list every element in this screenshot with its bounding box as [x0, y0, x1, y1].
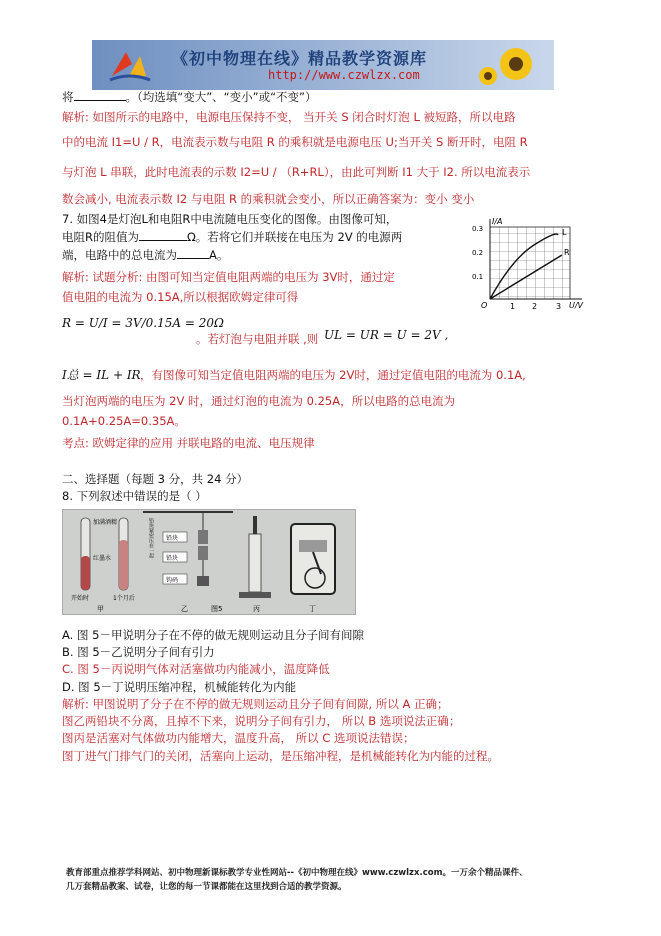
- option-d: D. 图 5－丁说明压缩冲程，机械能转化为内能: [62, 680, 297, 694]
- label-block2: 铅块: [166, 555, 179, 562]
- footer-line-2: 几万套精品教案、试卷，让您的每一节课都能在这里找到合适的教学资源。: [66, 882, 347, 892]
- section-heading: 二、选择题（每题 3 分，共 24 分）: [62, 472, 249, 486]
- answer-blank[interactable]: [74, 90, 126, 101]
- q8-figure: [62, 509, 356, 615]
- red-ink-1: [81, 556, 90, 590]
- q7-stem-line-1: 7. 如图4是灯泡L和电阻R中电流随电压变化的图像。由图像可知，: [62, 212, 398, 226]
- q8-analysis-line-4: 图丁进气门排气门的关闭，活塞向上运动，是压缩冲程，是机械能转化为内能的过程。: [62, 749, 499, 763]
- q8-analysis-line-3: 图丙是活塞对气体做功内能增大，温度升高， 所以 C 选项说法错误；: [62, 731, 415, 745]
- q7-stem-3b: A。: [209, 248, 229, 262]
- glass-cylinder: [249, 534, 261, 592]
- graph-grid: [490, 227, 570, 299]
- q7-analysis-line-3: ，有图像可知当定值电阻两端的电压为 2V时，通过定值电阻的电流为 0.1A,: [140, 368, 526, 382]
- banner-url[interactable]: http://www.czwlzx.com: [268, 68, 420, 82]
- q6-fill-line: [62, 90, 317, 104]
- x-tick-3: 3: [556, 302, 562, 311]
- header-banner: [92, 40, 554, 90]
- option-b: B. 图 5－乙说明分子间有引力: [62, 645, 215, 659]
- engine-body: [291, 524, 335, 594]
- label-side: 铅块紧密压在一起: [148, 518, 154, 558]
- answer-blank[interactable]: [177, 248, 209, 259]
- y-tick-1: 0.1: [472, 273, 484, 281]
- q7-stem-line-2: [62, 230, 402, 244]
- q6-fill-prefix: 将: [62, 90, 74, 104]
- q6-analysis-line-2: 中的电流 I1=U / R，电流表示数与电阻 R 的乘积就是电源电压 U;当开关 S 断开时，电阻 R: [62, 135, 528, 149]
- piston-handle: [253, 516, 257, 534]
- sunflower-icon: [476, 42, 546, 88]
- graph-origin: O: [481, 301, 488, 310]
- engine-piston: [299, 540, 327, 552]
- label-tube-top: 加满酒精: [93, 519, 118, 526]
- y-tick-2: 0.2: [472, 249, 484, 257]
- x-tick-2: 2: [532, 302, 538, 311]
- label-tube-mid: 红墨水: [93, 555, 112, 562]
- q6-analysis-line-4: 数会减小, 电流表示数 I2 与电阻 R 的乘积就会变小，所以正确答案为：变小 变小: [62, 192, 475, 206]
- lead-block-top: [198, 530, 208, 544]
- label-start: 开始时: [71, 595, 90, 602]
- q7-points: 考点: 欧姆定律的应用 并联电路的电流、电压规律: [62, 436, 315, 450]
- lead-block-bottom: [198, 546, 208, 560]
- red-ink-2: [119, 540, 128, 590]
- x-tick-1: 1: [510, 302, 516, 311]
- q8-figure-drawing: [63, 510, 355, 614]
- label-hook: 钩码: [166, 577, 179, 584]
- label-yi: 乙: [181, 605, 188, 613]
- option-c: C. 图 5－丙说明气体对活塞做功内能减小，温度降低: [62, 662, 330, 676]
- formula-r: R = U/I = 3V/0.15A = 20Ω: [62, 316, 224, 330]
- graph-label-r: R: [564, 248, 570, 257]
- graph-xlabel: U/V: [569, 301, 584, 310]
- answer-blank[interactable]: [139, 230, 187, 241]
- y-tick-3: 0.3: [472, 225, 484, 233]
- formula-i: I总 = IL + IR: [62, 368, 141, 382]
- label-month: 1个月后: [113, 595, 135, 602]
- formula-mid-text: 。若灯泡与电阻并联 ,则: [196, 332, 319, 346]
- option-a: A. 图 5－甲说明分子在不停的做无规则运动且分子间有间隙: [62, 628, 364, 642]
- graph-label-l: L: [562, 228, 567, 237]
- banner-title: 《初中物理在线》精品教学资源库: [172, 49, 428, 68]
- q7-stem-3a: 端，电路中的总电流为: [62, 248, 177, 262]
- q7-stem-2b: Ω。若将它们并联接在电压为 2V 的电源两: [187, 230, 403, 244]
- footer-line-1: 教育部重点推荐学科网站、初中物理新课标教学专业性网站--《初中物理在线》www.czwlzx.com。一万余个精品课件、: [66, 868, 528, 878]
- label-ding: 丁: [309, 605, 316, 613]
- q7-analysis-line-4: 当灯泡两端的电压为 2V 时，通过灯泡的电流为 0.25A，所以电路的总电流为: [62, 394, 456, 408]
- hook-weight: [197, 576, 209, 586]
- q8-stem: 8. 下列叙述中错误的是（ ）: [62, 489, 207, 503]
- label-fig: 图5: [211, 605, 223, 613]
- label-block1: 铅块: [166, 535, 179, 542]
- q6-fill-suffix: 。（均选填“变大”、“变小”或“不变”）: [125, 90, 317, 104]
- q7-analysis-line-5: 0.1A+0.25A=0.35A。: [62, 414, 186, 428]
- q7-analysis-line-2: 值电阻的电流为 0.15A,所以根据欧姆定律可得: [62, 290, 299, 304]
- graph-ylabel: I/A: [492, 217, 503, 226]
- label-jia: 甲: [97, 605, 104, 613]
- q8-analysis-line-2: 图乙两铅块不分离，且掉不下来，说明分子间有引力， 所以 B 选项说法正确；: [62, 714, 461, 728]
- cylinder-base: [239, 592, 271, 598]
- q8-analysis-line-1: 解析: 甲图说明了分子在不停的做无规则运动且分子间有间隙, 所以 A 正确；: [62, 697, 449, 711]
- q7-iu-graph: [472, 215, 590, 315]
- q6-analysis-line-3: 与灯泡 L 串联，此时电流表的示数 I2=U / （R+RL），由此可判断 I1 大于 I2. 所以电流表示: [62, 165, 531, 179]
- q6-analysis-line-1: 解析: 如图所示的电路中，电源电压保持不变， 当开关 S 闭合时灯泡 L 被短路，所以电路: [62, 110, 516, 124]
- formula-u: UL = UR = U = 2V ,: [324, 328, 449, 342]
- site-logo-icon: [106, 46, 152, 84]
- q7-stem-2a: 电阻R的阻值为: [62, 230, 139, 244]
- q7-analysis-line-1: 解析: 试题分析: 由图可知当定值电阻两端的电压为 3V时，通过定: [62, 270, 395, 284]
- label-bing: 丙: [253, 605, 260, 613]
- q7-stem-line-3: [62, 248, 228, 262]
